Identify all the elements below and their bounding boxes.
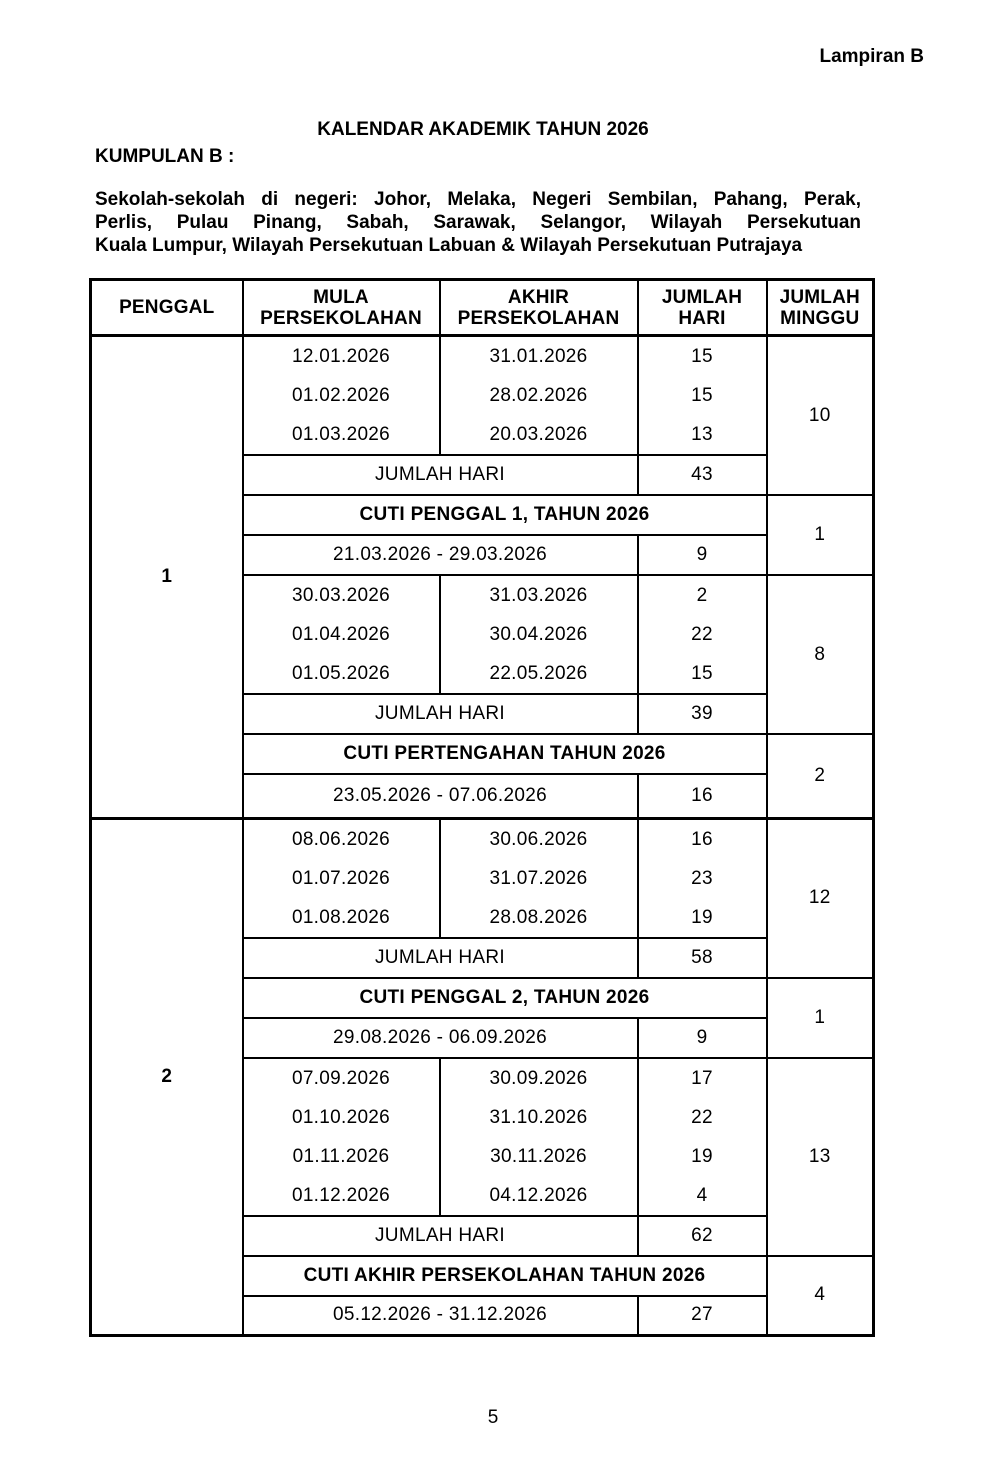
- date-mula: 01.10.2026: [291, 1106, 391, 1128]
- hari-values-cell: [638, 1058, 767, 1216]
- col-header-jumlah-hari: JUMLAH HARI: [638, 280, 767, 336]
- date-mula: 01.05.2026: [291, 663, 391, 684]
- dates-mula-cell: [243, 575, 440, 694]
- date-akhir: 31.01.2026: [489, 346, 588, 367]
- hari-values-cell: [638, 575, 767, 694]
- date-akhir: 22.05.2026: [489, 663, 588, 684]
- jumlah-hari-total: 62: [638, 1216, 767, 1256]
- date-mula: 30.03.2026: [291, 585, 391, 606]
- jumlah-hari-total: 43: [638, 455, 767, 495]
- minggu-value: 12: [767, 818, 874, 978]
- minggu-value: 8: [767, 575, 874, 734]
- date-akhir: 30.11.2026: [490, 1145, 587, 1167]
- dates-mula-cell: [243, 1058, 440, 1216]
- table-row: [91, 818, 874, 938]
- col-header-jumlah-minggu: JUMLAH MINGGU: [767, 280, 874, 336]
- date-akhir: 31.03.2026: [489, 585, 588, 606]
- hari-value: 15: [691, 346, 713, 367]
- cuti-title: CUTI AKHIR PERSEKOLAHAN TAHUN 2026: [243, 1256, 767, 1296]
- jumlah-hari-label: JUMLAH HARI: [243, 455, 638, 495]
- penggal-label: 1: [91, 336, 243, 819]
- cuti-title: CUTI PENGGAL 2, TAHUN 2026: [243, 978, 767, 1018]
- academic-calendar-table: [89, 278, 875, 1337]
- description-line: Sekolah-sekolah di negeri: Johor, Melaka, Negeri Sembilan, Pahang, Perak,: [95, 189, 861, 210]
- date-mula: 01.12.2026: [291, 1184, 391, 1206]
- jumlah-hari-label: JUMLAH HARI: [243, 694, 638, 734]
- jumlah-hari-label: JUMLAH HARI: [243, 1216, 638, 1256]
- hari-value: 2: [696, 585, 708, 606]
- hari-value: 16: [638, 774, 767, 818]
- description-line: Kuala Lumpur, Wilayah Persekutuan Labuan & Wilayah Persekutuan Putrajaya: [95, 235, 803, 256]
- date-akhir: 04.12.2026: [489, 1184, 588, 1206]
- dates-akhir-cell: [440, 818, 638, 938]
- hari-value: 9: [638, 535, 767, 575]
- date-mula: 01.08.2026: [291, 906, 391, 928]
- page-title: KALENDAR AKADEMIK TAHUN 2026: [317, 119, 649, 140]
- cuti-date-range: 23.05.2026 - 07.06.2026: [243, 774, 638, 818]
- jumlah-hari-label: JUMLAH HARI: [243, 938, 638, 978]
- table-row: [91, 336, 874, 456]
- hari-value: 16: [691, 828, 713, 850]
- date-akhir: 28.02.2026: [489, 385, 588, 406]
- page-number: 5: [487, 1407, 499, 1428]
- jumlah-hari-total: 58: [638, 938, 767, 978]
- minggu-value: 13: [767, 1058, 874, 1256]
- date-akhir: 31.10.2026: [489, 1106, 588, 1128]
- dates-akhir-cell: [440, 575, 638, 694]
- hari-values-cell: [638, 818, 767, 938]
- hari-value: 27: [638, 1296, 767, 1336]
- hari-value: 17: [691, 1067, 713, 1089]
- group-label: KUMPULAN B :: [95, 146, 235, 167]
- date-mula: 07.09.2026: [291, 1067, 391, 1089]
- dates-akhir-cell: [440, 1058, 638, 1216]
- date-akhir: 30.09.2026: [489, 1067, 588, 1089]
- table-header-row: [91, 280, 874, 336]
- date-akhir: 31.07.2026: [489, 867, 588, 889]
- hari-value: 9: [638, 1018, 767, 1058]
- date-mula: 01.07.2026: [291, 867, 391, 889]
- appendix-label: Lampiran B: [819, 46, 924, 67]
- penggal-label: 2: [91, 818, 243, 1336]
- date-akhir: 28.08.2026: [489, 906, 588, 928]
- hari-value: 15: [691, 663, 713, 684]
- states-description: [95, 188, 861, 257]
- hari-values-cell: [638, 336, 767, 456]
- hari-value: 19: [691, 906, 713, 928]
- cuti-title: CUTI PENGGAL 1, TAHUN 2026: [243, 495, 767, 535]
- description-line: Perlis, Pulau Pinang, Sabah, Sarawak, Selangor, Wilayah Persekutuan: [95, 212, 861, 233]
- minggu-value: 2: [767, 734, 874, 818]
- hari-value: 4: [696, 1184, 708, 1206]
- date-mula: 08.06.2026: [291, 828, 391, 850]
- col-header-penggal: PENGGAL: [91, 280, 243, 336]
- dates-akhir-cell: [440, 336, 638, 456]
- date-mula: 12.01.2026: [291, 346, 391, 367]
- hari-value: 22: [691, 624, 713, 645]
- minggu-value: 1: [767, 978, 874, 1058]
- col-header-mula: MULA PERSEKOLAHAN: [243, 280, 440, 336]
- date-akhir: 30.06.2026: [489, 828, 588, 850]
- hari-value: 23: [691, 867, 713, 889]
- hari-value: 19: [691, 1145, 713, 1167]
- date-akhir: 20.03.2026: [489, 424, 588, 445]
- jumlah-hari-total: 39: [638, 694, 767, 734]
- date-mula: 01.04.2026: [291, 624, 391, 645]
- minggu-value: 4: [767, 1256, 874, 1336]
- date-akhir: 30.04.2026: [489, 624, 588, 645]
- date-mula: 01.03.2026: [291, 424, 391, 445]
- col-header-akhir: AKHIR PERSEKOLAHAN: [440, 280, 638, 336]
- date-mula: 01.02.2026: [291, 385, 391, 406]
- cuti-date-range: 29.08.2026 - 06.09.2026: [243, 1018, 638, 1058]
- dates-mula-cell: [243, 818, 440, 938]
- hari-value: 22: [691, 1106, 713, 1128]
- cuti-title: CUTI PERTENGAHAN TAHUN 2026: [243, 734, 767, 774]
- hari-value: 15: [691, 385, 713, 406]
- date-mula: 01.11.2026: [292, 1145, 390, 1167]
- cuti-date-range: 05.12.2026 - 31.12.2026: [243, 1296, 638, 1336]
- minggu-value: 10: [767, 336, 874, 496]
- dates-mula-cell: [243, 336, 440, 456]
- hari-value: 13: [691, 424, 713, 445]
- cuti-date-range: 21.03.2026 - 29.03.2026: [243, 535, 638, 575]
- minggu-value: 1: [767, 495, 874, 575]
